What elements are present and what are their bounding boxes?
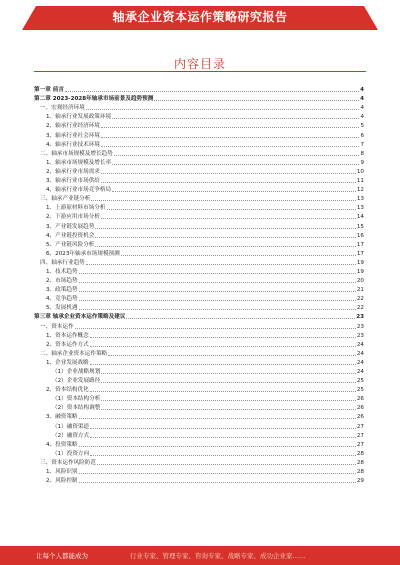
toc-entry[interactable] <box>34 303 364 312</box>
toc-entry-title: （1）投资方向 <box>52 450 90 457</box>
toc-entry-title: 4、投资策略 <box>46 441 78 448</box>
toc-entry-page: 22 <box>356 296 364 303</box>
toc-entry[interactable] <box>34 212 364 221</box>
toc-entry-title: 3、轴承行业市场供给 <box>46 178 100 185</box>
toc-leader-dots <box>79 446 356 447</box>
toc-leader-dots <box>90 391 356 392</box>
toc-leader-dots <box>79 273 356 274</box>
footer-slogan: 让每个人都能成为 <box>36 552 88 560</box>
toc-entry-page: 13 <box>356 196 364 203</box>
toc-leader-dots <box>90 455 356 456</box>
toc-leader-dots <box>65 91 359 92</box>
toc-leader-dots <box>90 337 356 338</box>
toc-entry[interactable] <box>34 158 364 167</box>
toc-entry[interactable] <box>34 203 364 212</box>
toc-leader-dots <box>154 100 359 101</box>
toc-entry-title: 4、竞争趋势 <box>46 296 78 303</box>
toc-entry[interactable] <box>34 258 364 267</box>
toc-entry-page: 11 <box>356 178 364 185</box>
toc-entry-title: 1、轴承市场规模及增长率 <box>46 159 112 166</box>
toc-entry-title: 一、宏观经济环境 <box>40 105 85 112</box>
toc-entry-page: 22 <box>356 305 364 312</box>
toc-entry-page: 28 <box>356 469 364 476</box>
toc-entry-title: 2、风险控制 <box>46 478 78 485</box>
toc-leader-dots <box>112 164 359 165</box>
toc-entry-title: 第二章 2023-2028年轴承市场前景及趋势预测 <box>34 96 154 103</box>
toc-entry[interactable] <box>34 340 364 349</box>
toc-leader-dots <box>108 355 356 356</box>
toc-entry-page: 28 <box>356 459 364 466</box>
toc-entry[interactable] <box>34 221 364 230</box>
toc-entry[interactable] <box>34 231 364 240</box>
toc-entry-page: 24 <box>356 369 364 375</box>
toc-entry-title: 2、轴承行业市场需求 <box>46 168 100 175</box>
toc-entry[interactable] <box>34 149 364 158</box>
toc-entry[interactable] <box>34 130 364 139</box>
toc-leader-dots <box>101 409 356 410</box>
toc-entry-page: 29 <box>356 478 364 485</box>
toc-leader-dots <box>95 246 356 247</box>
toc-entry-title: 3、轴承行业社会环境 <box>46 132 100 139</box>
toc-entry-page: 13 <box>356 205 364 212</box>
toc-leader-dots <box>101 400 356 401</box>
toc-entry-title: 三、轴承产业链分析 <box>40 196 91 203</box>
toc-entry-page: 26 <box>356 396 364 403</box>
toc-entry[interactable] <box>34 167 364 176</box>
toc-entry[interactable] <box>34 112 364 121</box>
toc-entry-title: 3、政策趋势 <box>46 287 78 294</box>
toc-entry-title: 4、轴承行业技术环境 <box>46 141 100 148</box>
toc-entry-page: 21 <box>356 287 364 294</box>
toc-leader-dots <box>79 291 356 292</box>
toc-entry[interactable] <box>34 421 364 430</box>
toc-entry-title: 二、轴承市场规模及增长趋势 <box>40 150 113 157</box>
toc-entry-page: 20 <box>356 278 364 285</box>
toc-entry-title: 四、轴承行业趋势 <box>40 259 85 266</box>
toc-leader-dots <box>126 318 355 319</box>
toc-leader-dots <box>101 373 356 374</box>
toc-entry-title: （1）资本结构分析 <box>52 396 101 403</box>
toc-leader-dots <box>79 309 356 310</box>
toc-entry[interactable] <box>34 185 364 194</box>
toc-entry-page: 27 <box>356 432 364 439</box>
toc-leader-dots <box>90 437 356 438</box>
report-header <box>0 0 400 34</box>
toc-entry-title: 三、资本运作风险防范 <box>40 459 96 466</box>
toc-entry[interactable] <box>34 194 364 203</box>
toc-entry-title: 一、资本运作 <box>40 323 74 330</box>
toc-entry-title: （2）资本结构调整 <box>52 405 101 412</box>
toc-leader-dots <box>101 218 356 219</box>
toc-entry-title: 1、资本运作概念 <box>46 332 89 339</box>
toc-entry-title: 6、2023年轴承市场规模预测 <box>46 250 120 257</box>
toc-entry-page: 15 <box>356 223 364 230</box>
toc-leader-dots <box>107 209 356 210</box>
toc-entry-page: 16 <box>356 232 364 239</box>
toc-entry-page: 4 <box>360 114 364 121</box>
toc-entry[interactable] <box>34 94 364 103</box>
toc-leader-dots <box>91 200 356 201</box>
toc-leader-dots <box>86 109 360 110</box>
toc-entry-title: 4、轴承行业市场竞争格局 <box>46 187 112 194</box>
toc-leader-dots <box>75 328 356 329</box>
toc-entry-title: 3、融资策略 <box>46 414 78 421</box>
toc-entry[interactable] <box>34 458 364 467</box>
toc-entry[interactable] <box>34 394 364 403</box>
toc-entry-title: 2、资本结构优化 <box>46 387 89 394</box>
toc-leader-dots <box>112 118 359 119</box>
toc-entry-title: 1、上游原材料市场分析 <box>46 205 106 212</box>
toc-entry-page: 27 <box>356 423 364 430</box>
toc-entry[interactable] <box>34 476 364 485</box>
toc-entry-title: 5、产业链风险分析 <box>46 241 95 248</box>
toc-entry[interactable] <box>34 85 364 94</box>
toc-entry-page: 12 <box>356 187 364 194</box>
toc-entry-page: 8 <box>360 150 364 157</box>
toc-entry[interactable] <box>34 103 364 112</box>
toc-entry[interactable] <box>34 285 364 294</box>
toc-entry-page: 10 <box>356 168 364 175</box>
toc-leader-dots <box>101 127 360 128</box>
toc-entry-title: 5、发展机遇 <box>46 305 78 312</box>
toc-entry[interactable] <box>34 249 364 258</box>
toc-entry-title: 第三章 轴承企业资本运作策略及建议 <box>34 314 126 321</box>
toc-leader-dots <box>79 473 356 474</box>
toc-entry-page: 23 <box>356 314 364 321</box>
toc-entry[interactable] <box>34 240 364 249</box>
toc-entry-page: 23 <box>356 332 364 339</box>
toc-entry-title: 2、轴承行业经济环境 <box>46 123 100 130</box>
footer-tagline: 行业专家、管理专家、咨询专家、战略专家、成功企业家…… <box>130 552 306 560</box>
toc-entry[interactable] <box>34 267 364 276</box>
toc-leader-dots <box>79 282 356 283</box>
toc-leader-dots <box>97 464 356 465</box>
toc-entry[interactable] <box>34 349 364 358</box>
toc-entry-page: 19 <box>356 259 364 266</box>
toc-entry-page: 25 <box>356 378 364 385</box>
toc-entry[interactable] <box>34 431 364 440</box>
toc-entry-page: 26 <box>356 414 364 421</box>
toc-entry-page: 17 <box>356 250 364 257</box>
toc-entry-page: 4 <box>360 105 364 112</box>
toc-entry-page: 28 <box>356 450 364 457</box>
toc-entry-title: （2）融资方式 <box>52 432 90 439</box>
toc-entry-page: 24 <box>356 341 364 348</box>
toc-entry-title: 2、下游应用市场分析 <box>46 214 100 221</box>
toc-entry-title: 第一章 前言 <box>34 87 64 94</box>
toc-entry-title: 4、产业链投资机会 <box>46 232 95 239</box>
toc-divider <box>34 71 366 72</box>
toc-entry-title: 1、企业发展战略 <box>46 359 89 366</box>
toc-leader-dots <box>101 137 360 138</box>
toc-entry-page: 17 <box>356 241 364 248</box>
toc-leader-dots <box>95 228 356 229</box>
toc-entry-page: 14 <box>356 214 364 221</box>
toc-leader-dots <box>101 146 360 147</box>
report-title: 轴承企业资本运作策略研究报告 <box>112 10 288 24</box>
toc-entry[interactable] <box>34 294 364 303</box>
toc-leader-dots <box>121 255 356 256</box>
toc-leader-dots <box>90 364 356 365</box>
toc-leader-dots <box>79 418 356 419</box>
toc-leader-dots <box>114 155 360 156</box>
toc-entry-title: 2、资本运作方式 <box>46 341 89 348</box>
toc-leader-dots <box>90 428 356 429</box>
toc-entry[interactable] <box>34 276 364 285</box>
toc-entry-page: 24 <box>356 350 364 357</box>
toc-entry[interactable] <box>34 176 364 185</box>
toc-entry-title: 1、技术趋势 <box>46 268 78 275</box>
toc-entry-title: 3、产业链发展趋势 <box>46 223 95 230</box>
toc-entry-title: 1、风险识别 <box>46 469 78 476</box>
toc-entry-page: 27 <box>356 441 364 448</box>
toc-entry[interactable] <box>34 376 364 385</box>
toc-entry-page: 4 <box>360 96 364 103</box>
toc-entry[interactable] <box>34 312 364 321</box>
toc-leader-dots <box>90 346 356 347</box>
toc-entry-page: 4 <box>360 87 364 94</box>
toc-entry-page: 24 <box>356 359 364 366</box>
page-footer <box>0 546 400 565</box>
toc-entry-page: 25 <box>356 387 364 394</box>
toc-entry-title: 2、市场趋势 <box>46 278 78 285</box>
toc-entry-page: 5 <box>360 123 364 130</box>
toc-entry[interactable] <box>34 367 364 376</box>
toc-entry[interactable] <box>34 449 364 458</box>
toc-entry-page: 7 <box>360 141 364 148</box>
toc-entry[interactable] <box>34 331 364 340</box>
toc-entry-title: 二、轴承企业资本运作策略 <box>40 350 108 357</box>
toc-entry-title: 1、轴承行业发展政策环境 <box>46 114 112 121</box>
toc-entry[interactable] <box>34 385 364 394</box>
toc-leader-dots <box>101 173 356 174</box>
toc-entry[interactable] <box>34 358 364 367</box>
toc-entry-page: 19 <box>356 268 364 275</box>
toc-entry-title: （1）融资渠道 <box>52 423 90 430</box>
toc-entry-title: （1）企业战略规划 <box>52 369 101 375</box>
toc-leader-dots <box>86 264 356 265</box>
toc-entry-page: 23 <box>356 323 364 330</box>
toc-entry[interactable] <box>34 412 364 421</box>
toc-entry-page: 26 <box>356 405 364 412</box>
toc-leader-dots <box>101 182 356 183</box>
toc-leader-dots <box>95 237 356 238</box>
toc-entry[interactable] <box>34 403 364 412</box>
toc-entry[interactable] <box>34 121 364 130</box>
toc-leader-dots <box>112 191 356 192</box>
toc-leader-dots <box>101 382 356 383</box>
toc-entry[interactable] <box>34 467 364 476</box>
toc-entry-page: 6 <box>360 132 364 139</box>
toc-entry[interactable] <box>34 321 364 330</box>
toc-leader-dots <box>79 300 356 301</box>
toc-entry-title: （2）企业发展路径 <box>52 378 101 385</box>
toc-entry[interactable] <box>34 140 364 149</box>
toc-heading: 内容目录 <box>173 57 226 71</box>
toc-entry-page: 9 <box>360 159 364 166</box>
toc-leader-dots <box>79 482 356 483</box>
table-of-contents <box>34 85 364 485</box>
toc-entry[interactable] <box>34 440 364 449</box>
